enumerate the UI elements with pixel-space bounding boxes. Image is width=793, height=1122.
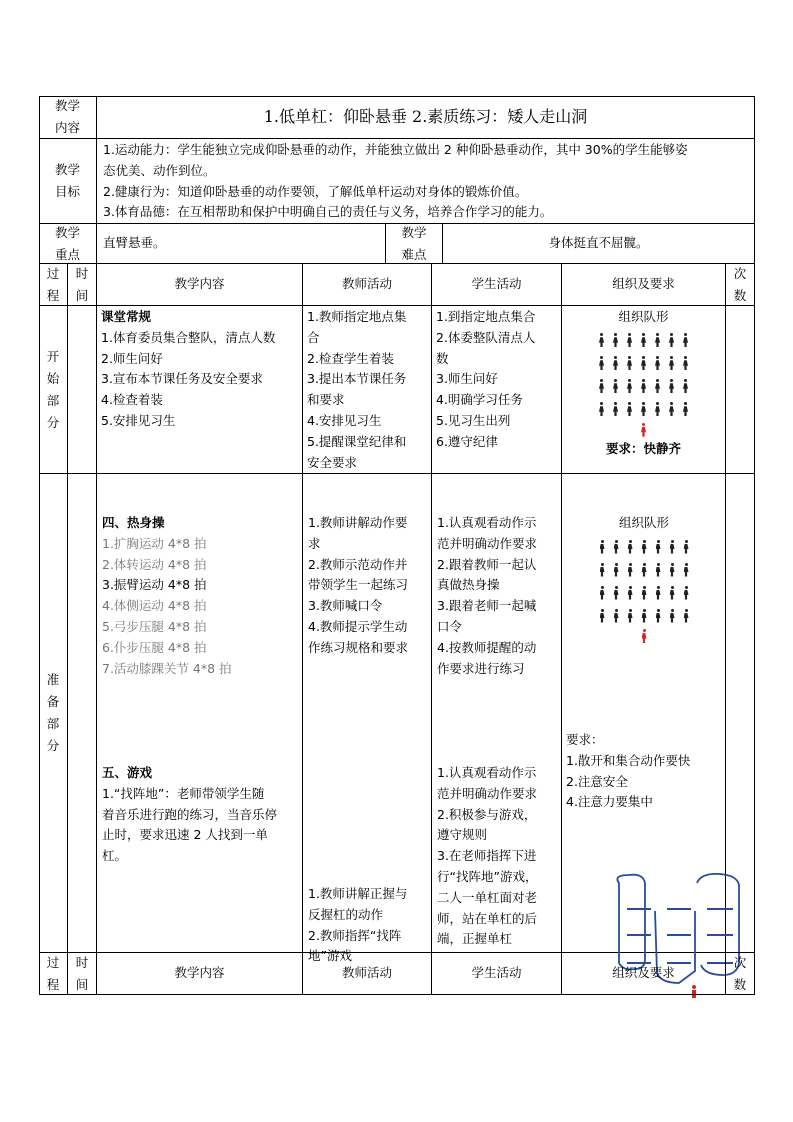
student-icon	[655, 402, 661, 416]
start-content	[97, 306, 303, 474]
student-icon	[641, 356, 647, 370]
text-line: 3.跟着老师一起喊	[437, 598, 537, 614]
goal-label-line2: 目标	[54, 184, 80, 199]
student-icon	[599, 563, 605, 577]
student-icon	[613, 356, 619, 370]
warmup-content	[102, 513, 232, 679]
content-label	[39, 96, 97, 139]
requirement-line: 要求：	[566, 732, 604, 747]
student-icon	[669, 402, 675, 416]
start-org-title: 组织队形	[618, 309, 669, 324]
formation-row	[562, 604, 726, 627]
difficulty-label-line2: 难点	[401, 246, 427, 262]
prep-phase	[39, 474, 68, 953]
student-icon	[641, 540, 647, 554]
text-line: 3.提出本节课任务	[307, 371, 407, 387]
formation-row	[562, 375, 725, 398]
text-line: 2.检查学生着装	[307, 350, 394, 366]
text-line: 3.在老师指挥下进	[437, 848, 537, 864]
col-count	[726, 264, 755, 306]
text-line: 安全要求	[307, 454, 358, 470]
student-icon	[599, 402, 605, 416]
game-student	[437, 763, 537, 950]
start-phase	[39, 306, 68, 474]
student-icon	[641, 609, 647, 623]
col-teacher: 教师活动	[303, 264, 432, 306]
text-line: 3.教师喊口令	[308, 598, 383, 614]
text-line: 2.跟着教师一起认	[437, 556, 537, 572]
student-icon	[613, 402, 619, 416]
teacher-icon	[641, 423, 647, 437]
student-icon	[627, 333, 633, 347]
content-label-line2: 内容	[54, 120, 80, 135]
student-icon	[641, 379, 647, 393]
student-icon	[627, 402, 633, 416]
col-process-repeat	[39, 953, 68, 995]
col-count-line1: 次	[733, 265, 747, 281]
goal-line: 2.健康行为：知道仰卧悬垂的动作要领，了解低单杆运动对身体的锻炼价值。	[103, 183, 528, 199]
student-icon	[669, 356, 675, 370]
text-line: 1.认真观看动作示	[437, 765, 537, 780]
student-icon	[613, 563, 619, 577]
phase-char: 部	[46, 392, 60, 408]
student-icon	[641, 563, 647, 577]
key-label-line1: 教学	[54, 224, 80, 240]
difficulty-label	[386, 224, 443, 264]
col-process-line1: 过	[46, 265, 60, 281]
col-time-line2: 间	[75, 287, 89, 303]
text-line: 范并明确动作要求	[437, 785, 538, 801]
col-process	[39, 264, 68, 306]
text-line: 端，正握单杠	[437, 931, 513, 947]
col-content: 教学内容	[97, 264, 303, 306]
student-icon	[655, 609, 661, 623]
student-icon	[599, 356, 605, 370]
lesson-plan-table	[39, 96, 755, 995]
warmup-item: 7.活动膝踝关节 4*8 拍	[102, 660, 232, 676]
formation	[562, 329, 725, 439]
student-icon	[599, 540, 605, 554]
formation-row	[562, 398, 725, 421]
text-line: 6.遵守纪律	[436, 433, 498, 449]
col-process-line1: 过	[46, 954, 60, 970]
warmup-item: 3.振臂运动 4*8 拍	[102, 577, 207, 593]
text-line: 行“找阵地”游戏，	[437, 868, 538, 884]
warmup-title: 四、热身操	[102, 515, 165, 530]
goals-text	[97, 139, 755, 224]
text-line: 4.安排见习生	[307, 412, 382, 428]
student-icon	[641, 402, 647, 416]
phase-char: 准	[46, 672, 60, 687]
text-line: 作要求进行练习	[437, 660, 525, 676]
student-icon	[683, 540, 689, 554]
goal-label	[39, 139, 97, 224]
student-icon	[655, 333, 661, 347]
student-icon	[669, 333, 675, 347]
student-icon	[669, 586, 675, 600]
start-org-requirement: 要求：快静齐	[605, 440, 681, 456]
phase-char: 开	[46, 348, 60, 364]
prep-org	[562, 474, 726, 953]
text-line: 1.教师指定地点集	[307, 309, 407, 324]
col-count-line2: 数	[733, 976, 747, 992]
col-org: 组织及要求	[562, 264, 726, 306]
goal-line: 态优美、动作到位。	[103, 162, 216, 178]
warmup-item: 6.仆步压腿 4*8 拍	[102, 639, 207, 655]
student-icon	[669, 563, 675, 577]
text-line: 二人一单杠面对老	[437, 889, 538, 905]
text-line: 4.按教师提醒的动	[437, 639, 537, 655]
student-icon	[655, 586, 661, 600]
text-line: 合	[307, 329, 320, 345]
warmup-item: 1.扩胸运动 4*8 拍	[102, 535, 207, 551]
col-student-repeat: 学生活动	[432, 953, 562, 995]
key-label	[39, 224, 97, 264]
start-content-item: 1.体育委员集合整队，清点人数	[101, 329, 276, 345]
student-icon	[669, 379, 675, 393]
student-icon	[599, 379, 605, 393]
col-count-line1: 次	[733, 954, 747, 970]
student-icon	[627, 540, 633, 554]
col-time-line1: 时	[75, 954, 89, 970]
start-org	[562, 306, 726, 474]
phase-char: 备	[46, 694, 60, 709]
student-icon	[683, 402, 689, 416]
text-line: 3.师生问好	[436, 371, 498, 387]
col-time-line1: 时	[75, 265, 89, 281]
prep-content	[97, 474, 303, 953]
student-icon	[655, 379, 661, 393]
phase-char: 分	[46, 738, 60, 753]
student-icon	[613, 379, 619, 393]
start-content-item: 4.检查着装	[101, 392, 163, 408]
text-line: 作练习规格和要求	[308, 639, 409, 655]
text-line: 求	[308, 535, 321, 551]
warmup-student	[437, 513, 537, 679]
student-icon	[669, 609, 675, 623]
student-icon	[683, 586, 689, 600]
text-line: 口令	[437, 618, 463, 634]
text-line: 5.见习生出列	[436, 412, 511, 428]
prep-student	[432, 474, 562, 953]
content-label-line1: 教学	[54, 98, 80, 113]
phase-char: 始	[46, 370, 60, 386]
prep-teacher	[303, 474, 432, 964]
phase-char: 分	[46, 414, 60, 430]
game-line: 杠。	[102, 848, 128, 864]
student-icon	[599, 609, 605, 623]
warmup-item: 5.弓步压腿 4*8 拍	[102, 618, 207, 634]
text-line: 4.教师提示学生动	[308, 618, 408, 634]
col-time-line2: 间	[75, 976, 89, 992]
text-line: 2.体委整队清点人	[436, 329, 536, 345]
text-line: 2.积极参与游戏，	[437, 806, 537, 822]
col-count-line2: 数	[733, 287, 747, 303]
teacher-icon	[641, 629, 647, 643]
student-icon	[641, 586, 647, 600]
game-content	[102, 763, 277, 867]
text-line: 1.教师讲解动作要	[308, 515, 408, 530]
student-icon	[683, 356, 689, 370]
student-icon	[627, 586, 633, 600]
student-icon	[655, 540, 661, 554]
formation-row	[562, 535, 726, 558]
formation-row	[562, 581, 726, 604]
text-line: 带领学生一起练习	[308, 577, 409, 593]
start-content-item: 5.安排见习生	[101, 412, 176, 428]
student-icon	[613, 333, 619, 347]
difficulty-label-line1: 教学	[401, 224, 427, 240]
student-icon	[655, 356, 661, 370]
start-content-title: 课堂常规	[101, 309, 152, 324]
student-icon	[613, 586, 619, 600]
student-icon	[683, 379, 689, 393]
warmup-item: 2.体转运动 4*8 拍	[102, 556, 207, 572]
student-icon	[655, 563, 661, 577]
goal-label-line1: 教学	[54, 162, 80, 177]
text-line: 和要求	[307, 392, 345, 408]
requirement-line: 1.散开和集合动作要快	[566, 752, 691, 768]
col-student: 学生活动	[432, 264, 562, 306]
text-line: 反握杠的动作	[308, 906, 384, 922]
formation	[562, 535, 726, 645]
col-process-line2: 程	[46, 287, 60, 303]
prep-org-requirements	[566, 730, 690, 813]
game-line: 1.“找阵地”：老师带领学生随	[102, 785, 265, 801]
student-icon	[683, 333, 689, 347]
requirement-line: 4.注意力要集中	[566, 794, 653, 810]
text-line: 2.教师指挥“找阵	[308, 927, 402, 943]
start-content-item: 3.宣布本节课任务及安全要求	[101, 371, 263, 387]
prep-time	[68, 474, 97, 953]
student-icon	[669, 540, 675, 554]
prep-count	[726, 474, 755, 953]
text-line: 真做热身操	[437, 577, 500, 593]
formation-row	[562, 352, 725, 375]
text-line: 数	[436, 350, 449, 366]
start-teacher	[303, 306, 432, 474]
text-line: 范并明确动作要求	[437, 535, 538, 551]
key-label-line2: 重点	[54, 246, 80, 262]
text-line: 遵守规则	[437, 827, 488, 843]
col-time-repeat	[68, 953, 97, 995]
text-line: 1.认真观看动作示	[437, 515, 537, 530]
warmup-item: 4.体侧运动 4*8 拍	[102, 598, 207, 614]
student-icon	[683, 563, 689, 577]
text-line: 2.教师示范动作并	[308, 556, 408, 572]
col-time	[68, 264, 97, 306]
student-icon	[599, 333, 605, 347]
student-icon	[627, 609, 633, 623]
student-icon	[641, 333, 647, 347]
goal-line: 3.体育品德：在互相帮助和保护中明确自己的责任与义务，培养合作学习的能力。	[103, 204, 553, 220]
prep-org-title: 组织队形	[618, 515, 669, 530]
game-line: 止时，要求迅速 2 人找到一单	[102, 827, 268, 843]
game-line: 着音乐进行跑的练习，当音乐停	[102, 806, 278, 822]
content-title: 1.低单杠：仰卧悬垂 2.素质练习：矮人走山洞	[97, 96, 755, 139]
start-time	[68, 306, 97, 474]
text-line: 地”游戏	[308, 948, 352, 964]
text-line: 1.到指定地点集合	[436, 309, 536, 324]
student-icon	[683, 609, 689, 623]
col-count-repeat	[726, 953, 755, 995]
col-org-repeat: 组织及要求	[562, 953, 726, 995]
goal-line: 1.运动能力：学生能独立完成仰卧悬垂的动作，并能独立做出 2 种仰卧悬垂动作，其中 30%的学生能够姿	[103, 142, 688, 157]
col-content-repeat: 教学内容	[97, 953, 303, 995]
text-line: 4.明确学习任务	[436, 392, 523, 408]
difficulty-point: 身体挺直不屈髋。	[443, 224, 755, 264]
requirement-line: 2.注意安全	[566, 773, 628, 789]
student-icon	[599, 586, 605, 600]
formation-row	[562, 329, 725, 352]
phase-char: 部	[46, 716, 60, 731]
student-icon	[613, 609, 619, 623]
student-icon	[627, 379, 633, 393]
key-point: 直臂悬垂。	[97, 224, 386, 264]
game-title: 五、游戏	[102, 765, 153, 780]
start-content-item: 2.师生问好	[101, 350, 163, 366]
start-student	[432, 306, 562, 474]
text-line: 师，站在单杠的后	[437, 910, 538, 926]
student-icon	[627, 563, 633, 577]
text-line: 5.提醒课堂纪律和	[307, 433, 407, 449]
start-count	[726, 306, 755, 474]
warmup-teacher	[308, 513, 408, 659]
student-icon	[613, 540, 619, 554]
formation-row	[562, 558, 726, 581]
col-process-line2: 程	[46, 976, 60, 992]
text-line: 1.教师讲解正握与	[308, 886, 408, 901]
col-teacher-repeat: 教师活动	[303, 953, 432, 995]
student-icon	[627, 356, 633, 370]
